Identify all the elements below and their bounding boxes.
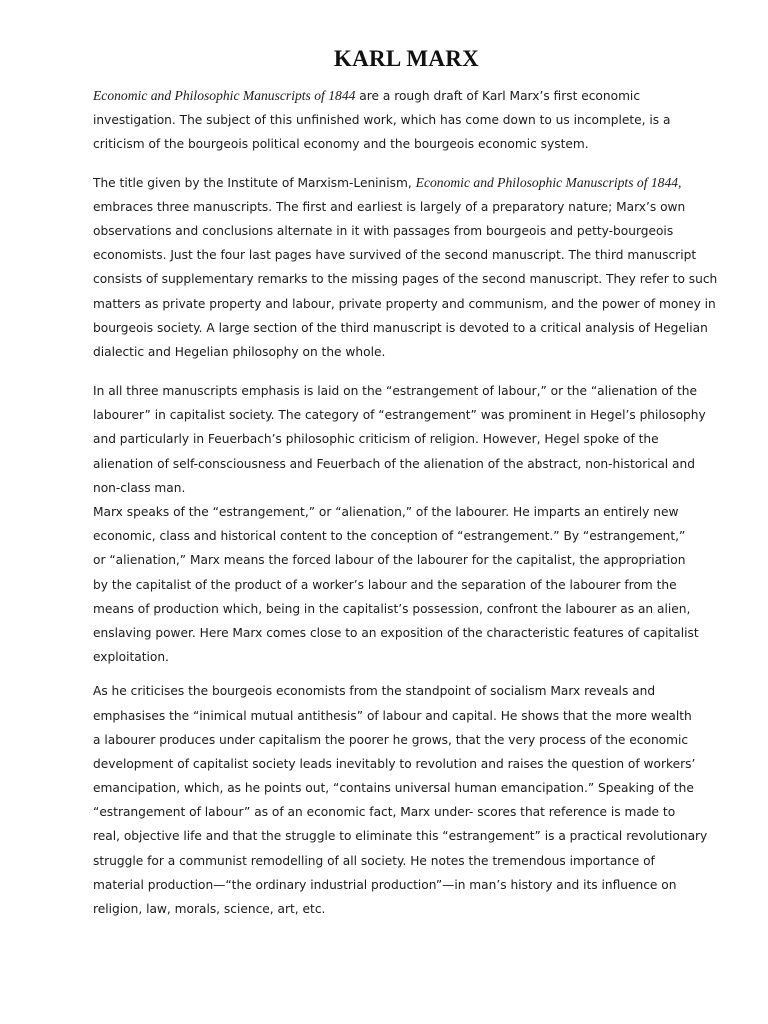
book-title-italic: Economic and Philosophic Manuscripts of 1844 — [93, 88, 356, 103]
paragraph-intro — [93, 84, 698, 157]
text-line: labourer” in capitalist society. The category of “estrangement” was prominent in Hegel’s philosophy — [93, 408, 706, 423]
text-line: matters as private property and labour, private property and communism, and the power of money in — [93, 296, 716, 311]
text-line: criticism of the bourgeois political economy and the bourgeois economic system. — [93, 137, 589, 152]
text-line: religion, law, morals, science, art, etc. — [93, 902, 326, 916]
text-line: struggle for a communist remodelling of all society. He notes the tremendous importance of — [93, 853, 655, 868]
text-line: development of capitalist society leads inevitably to revolution and raises the question of workers’ — [93, 756, 696, 771]
text-line: emphasises the “inimical mutual antithesis” of labour and capital. He shows that the more wealth — [93, 708, 692, 723]
text-line: economic, class and historical content to the conception of “estrangement.” By “estrangement,” — [93, 529, 686, 544]
text-line: investigation. The subject of this unfinished work, which has come down to us incomplete, is a — [93, 113, 671, 128]
text-line: consists of supplementary remarks to the missing pages of the second manuscript. They refer to such — [93, 272, 718, 287]
text-line: emancipation, which, as he points out, “contains universal human emancipation.” Speaking of the — [93, 781, 694, 796]
book-title-italic: Economic and Philosophic Manuscripts of 1844, — [415, 174, 682, 190]
text-line: real, objective life and that the struggle to eliminate this “estrangement” is a practical revolutionary — [93, 829, 708, 844]
text-line: As he criticises the bourgeois economists from the standpoint of socialism Marx reveals and — [93, 684, 656, 699]
paragraph-estrangement — [93, 379, 706, 500]
text-line: exploitation. — [93, 650, 169, 665]
text-line: a labourer produces under capitalism the poorer he grows, that the very process of the economic — [93, 732, 689, 747]
text-line: observations and conclusions alternate in it with passages from bourgeois and petty-bourgeois — [93, 223, 674, 238]
text-line: bourgeois society. A large section of the third manuscript is devoted to a critical analysis of Hegelian — [93, 320, 708, 335]
text-line: and particularly in Feuerbach’s philosophic criticism of religion. However, Hegel spoke of the — [93, 432, 659, 447]
text-line: embraces three manuscripts. The first and earliest is largely of a preparatory nature; Marx’s own — [93, 199, 686, 214]
text-line: enslaving power. Here Marx comes close to an exposition of the characteristic features of capitalist — [93, 625, 699, 640]
paragraph-alienation — [93, 500, 698, 669]
text-line: or “alienation,” Marx means the forced labour of the labourer for the capitalist, the appropriation — [93, 553, 686, 568]
text-line: “estrangement of labour” as of an economic fact, Marx under- scores that reference is made to — [93, 805, 676, 820]
document-page — [93, 0, 718, 921]
paragraph-manuscripts — [93, 171, 718, 365]
text-line: by the capitalist of the product of a worker’s labour and the separation of the labourer from the — [93, 577, 677, 592]
text-line: In all three manuscripts emphasis is laid on the “estrangement of labour,” or the “alienation of the — [93, 384, 697, 399]
text-line: alienation of self-consciousness and Feuerbach of the alienation of the abstract, non-historical and — [93, 456, 695, 471]
text-line: material production—“the ordinary industrial production”—in man’s history and its influence on — [93, 877, 677, 892]
text-line: Marx speaks of the “estrangement,” or “alienation,” of the labourer. He imparts an entirely new — [93, 505, 679, 519]
text-line: dialectic and Hegelian philosophy on the whole. — [93, 344, 386, 359]
page-title: KARL MARX — [333, 46, 480, 71]
text-line: non-class man. — [93, 480, 186, 495]
text-line: Economic and Philosophic Manuscripts of 1844 are a rough draft of Karl Marx’s first economic — [93, 88, 641, 103]
text-line: means of production which, being in the capitalist’s possession, confront the labourer as an alien, — [93, 601, 691, 616]
text-line: economists. Just the four last pages have survived of the second manuscript. The third manuscript — [93, 248, 697, 263]
text-line: The title given by the Institute of Marxism-Leninism, Economic and Philosophic Manuscripts of 1844, — [93, 174, 682, 190]
paragraph-socialism — [93, 679, 708, 921]
